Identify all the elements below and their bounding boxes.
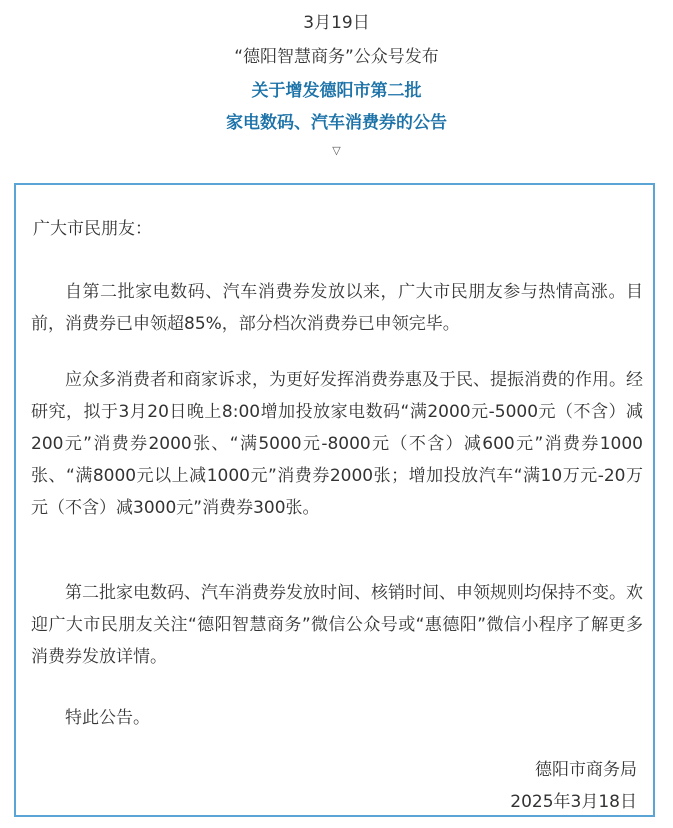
signature-date: 2025年3月18日 [510, 792, 637, 812]
greeting: 广大市民朋友： [33, 219, 152, 239]
paragraph-4: 特此公告。 [65, 708, 150, 728]
paragraph-3: 第二批家电数码、汽车消费券发放时间、核销时间、申领规则均保持不变。欢迎广大市民朋友关注“德阳智慧商务”微信公众号或“惠德阳”微信小程序了解更多消费券发放详情。 [31, 583, 643, 667]
signature-org: 德阳市商务局 [535, 760, 637, 780]
publish-date: 3月19日 [303, 13, 370, 33]
publish-source: “德阳智慧商务”公众号发布 [234, 47, 439, 67]
down-triangle-icon: ▽ [332, 144, 341, 157]
title-line-1: 关于增发德阳市第二批 [251, 81, 422, 101]
paragraph-2: 应众多消费者和商家诉求，为更好发挥消费券惠及于民、提振消费的作用。经研究，拟于3月20日晚上8:00增加投放家电数码“满2000元-5000元（不含）减200元”消费券2000张、“满5000元-8000元（不含）减600元”消费券1000张、“满8000元以上减1000元”消费券2000张；增加投放汽车“满10万元-20万元（不含）减3000元”消费券300张。 [31, 370, 643, 518]
paragraph-1: 自第二批家电数码、汽车消费券发放以来，广大市民朋友参与热情高涨。目前，消费券已申领超85%，部分档次消费券已申领完毕。 [31, 282, 643, 334]
title-line-2: 家电数码、汽车消费券的公告 [226, 113, 447, 133]
